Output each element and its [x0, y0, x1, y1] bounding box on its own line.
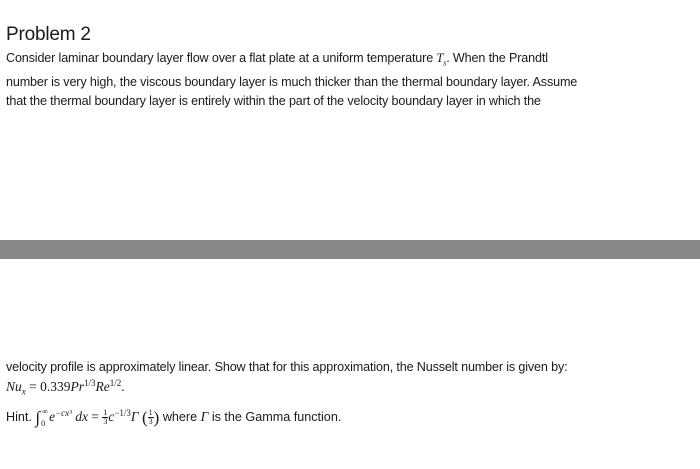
problem-statement-top	[6, 49, 696, 111]
problem-statement-bottom	[6, 358, 696, 377]
statement-line-3: that the thermal boundary layer is entirely within the part of the velocity boundary layer in which the	[6, 93, 541, 108]
hint-formula: ∫ ∞ 0 $e^{-cx^3}$ dx = $\frac{1}{3}$ $c^{-1/3}\Gamma$ ( $\frac{1}{3}$ )	[35, 406, 160, 428]
statement-line-2: number is very high, the viscous boundary layer is much thicker than the thermal boundary layer. Assume	[6, 74, 578, 89]
hint-line: Hint. ∫ ∞ 0 $e^{-cx^3}$ dx = $\frac{1}{3}$ $c^{-1/3}\Gamma$ ( $\frac{1}{3}$ ) where Γ is the Gamma function.	[6, 406, 342, 428]
hint-label: Hint.	[6, 410, 36, 424]
nusselt-equation: $Nu_x = 0.339Pr^{1/3}Re^{1/2}$.	[6, 378, 125, 397]
page-separator-bar	[0, 240, 700, 259]
statement-line-4: velocity profile is approximately linear. Show that for this approximation, the Nusselt number is given by:	[6, 360, 568, 374]
statement-line-1: Consider laminar boundary layer flow over a flat plate at a uniform temperature $T_s$. When the Prandtl	[6, 51, 548, 68]
problem-title: Problem 2	[6, 24, 91, 45]
